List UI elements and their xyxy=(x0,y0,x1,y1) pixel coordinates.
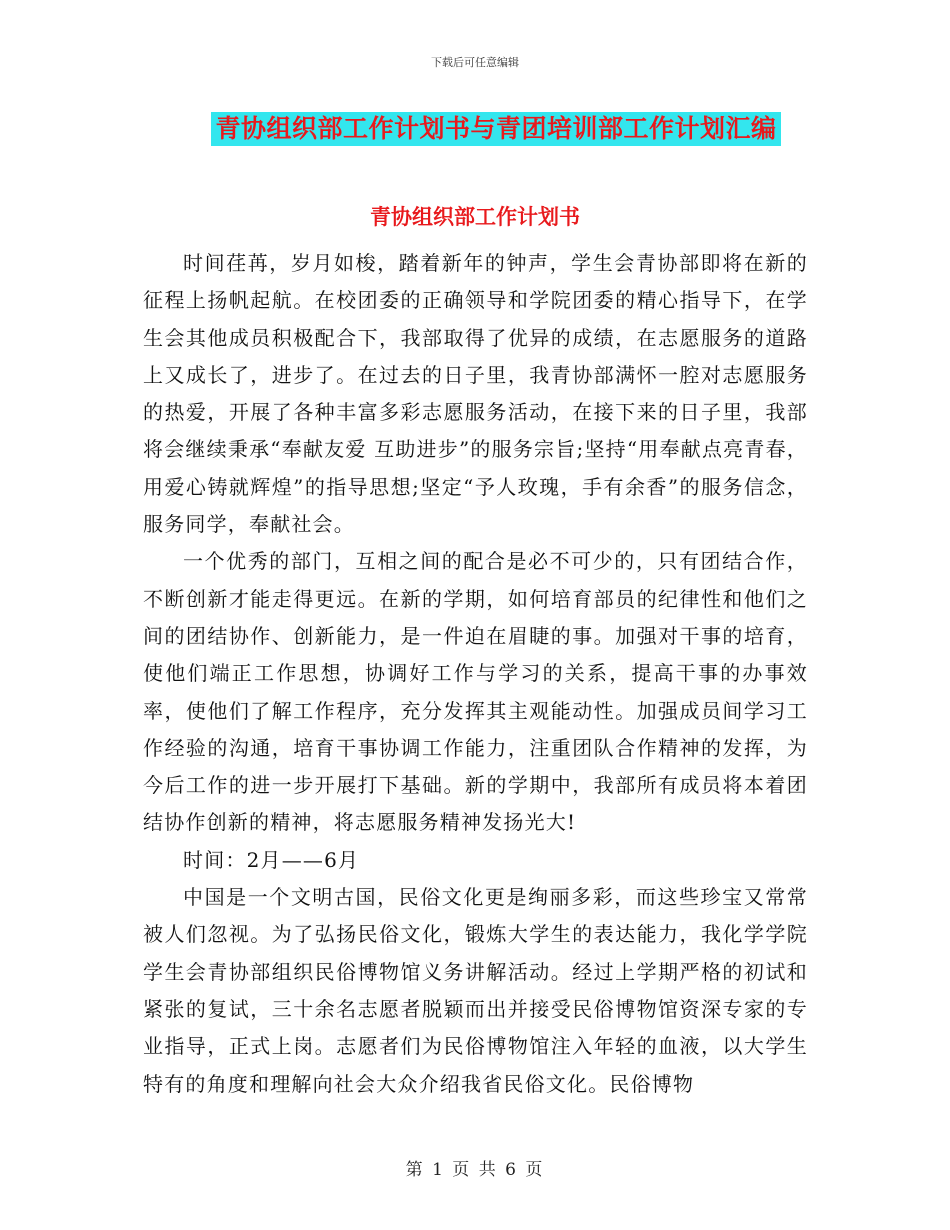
paragraph-time: 时间：2月——6月 xyxy=(183,847,360,872)
paragraph-folk-museum: 中国是一个文明古国，民俗文化更是绚丽多彩，而这些珍宝又常常被人们忽视。为了弘扬民俗文化，锻炼大学生的表达能力，我化学学院学生会青协部组织民俗博物馆义务讲解活动。经过上学期严格的初试和紧张的复试，三十余名志愿者脱颖而出并接受民俗博物馆资深专家的专业指导，正式上岗。志愿者们为民俗博物馆注入年轻的血液，以大学生特有的角度和理解向社会大众介绍我省民俗文化。民俗博物 xyxy=(143,885,808,1096)
main-title-container xyxy=(0,112,950,146)
header-note: 下载后可任意编辑 xyxy=(431,56,519,69)
paragraph-teamwork: 一个优秀的部门，互相之间的配合是必不可少的，只有团结合作，不断创新才能走得更远。在新的学期，如何培育部员的纪律性和他们之间的团结协作、创新能力，是一件迫在眉睫的事。加强对干事的培育，使他们端正工作思想，协调好工作与学习的关系，提高干事的办事效率，使他们了解工作程序，充分发挥其主观能动性。加强成员间学习工作经验的沟通，培育干事协调工作能力，注重团队合作精神的发挥，为今后工作的进一步开展打下基础。新的学期中，我部所有成员将本着团结协作创新的精神，将志愿服务精神发扬光大! xyxy=(143,549,808,835)
section-title: 青协组织部工作计划书 xyxy=(370,205,580,229)
document-body xyxy=(143,245,808,1103)
paragraph-intro: 时间荏苒，岁月如梭，踏着新年的钟声，学生会青协部即将在新的征程上扬帆起航。在校团委的正确领导和学院团委的精心指导下，在学生会其他成员积极配合下，我部取得了优异的成绩，在志愿服务的道路上又成长了，进步了。在过去的日子里，我青协部满怀一腔对志愿服务的热爱，开展了各种丰富多彩志愿服务活动，在接下来的日子里，我部将会继续秉承“奉献友爱 互助进步”的服务宗旨;坚持“用奉献点亮青春，用爱心铸就辉煌”的指导思想;坚定“予人玫瑰，手有余香”的服务信念，服务同学，奉献社会。 xyxy=(143,251,808,537)
page-footer: 第 1 页 共 6 页 xyxy=(405,1160,545,1180)
main-title: 青协组织部工作计划书与青团培训部工作计划汇编 xyxy=(211,112,780,146)
